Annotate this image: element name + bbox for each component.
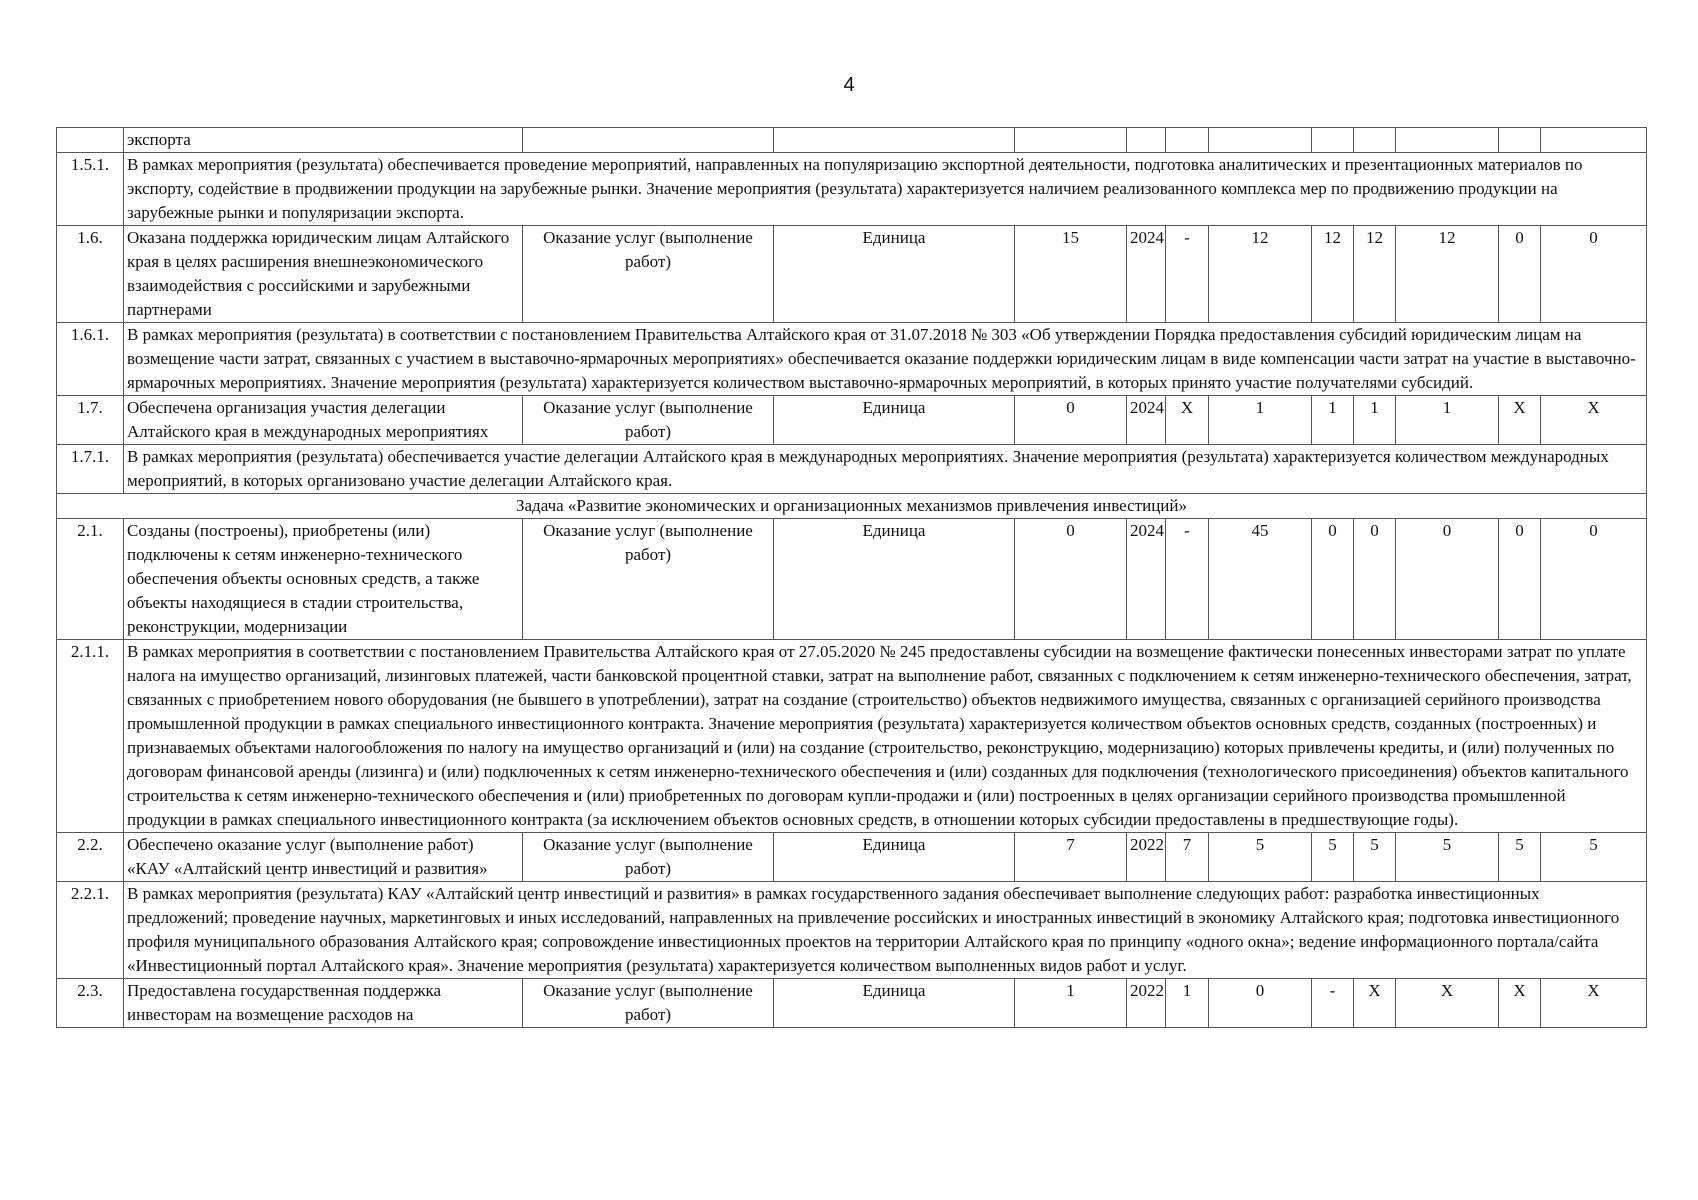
table-row-item <box>57 128 1647 153</box>
value-cell: 1 <box>1354 396 1396 445</box>
row-number: 1.6. <box>57 226 124 323</box>
table-body <box>57 128 1647 1028</box>
table-row-item <box>57 979 1647 1028</box>
value-cell <box>1209 128 1312 153</box>
value-cell: 1 <box>1396 396 1499 445</box>
unit-of-measure <box>774 128 1015 153</box>
value-cell: - <box>1166 519 1209 640</box>
unit-of-measure: Единица <box>774 519 1015 640</box>
value-cell <box>1541 128 1647 153</box>
page-number: 4 <box>843 74 855 96</box>
row-number: 1.6.1. <box>57 323 124 396</box>
value-cell: 1 <box>1209 396 1312 445</box>
value-cell: - <box>1166 226 1209 323</box>
row-number: 2.3. <box>57 979 124 1028</box>
unit-of-measure: Единица <box>774 833 1015 882</box>
value-cell: 5 <box>1209 833 1312 882</box>
value-cell <box>1312 128 1354 153</box>
value-cell <box>1499 128 1541 153</box>
value-cell: 2022 <box>1127 979 1166 1028</box>
table-row-item <box>57 396 1647 445</box>
value-cell: 0 <box>1209 979 1312 1028</box>
measures-table <box>56 127 1647 1028</box>
row-number: 2.1.1. <box>57 640 124 833</box>
unit-of-measure: Единица <box>774 226 1015 323</box>
table-row-item <box>57 226 1647 323</box>
result-name: Обеспечена организация участия делегации Алтайского края в международных мероприятиях <box>124 396 523 445</box>
value-cell: - <box>1312 979 1354 1028</box>
result-type: Оказание услуг (выполнение работ) <box>523 396 774 445</box>
description-text: В рамках мероприятия в соответствии с постановлением Правительства Алтайского края от 27.05.2020 № 245 предоставлены субсидии на возмещение фактически понесенных инвесторами затрат по уплате налога на имущество организаций, лизинговых платежей, части банковской процентной ставки, затрат на выполнение работ, связанных с подключением к сетям инженерно-технического обеспечения, затрат, связанных с приобретением нового оборудования (не бывшего в употреблении), затрат на создание (строительство) объектов недвижимого имущества, связанных с организацией серийного производства промышленной продукции в рамках специального инвестиционного контракта. Значение мероприятия (результата) характеризуется количеством объектов основных средств, созданных (построенных) и признаваемых объектами налогообложения по налогу на имущество организаций и (или) на создание (строительство, реконструкцию, модернизацию) которых привлечены кредиты, и (или) полученных по договорам финансовой аренды (лизинга) и (или) подключенных к сетям инженерно-технического обеспечения и (или) созданных для подключения (технологического присоединения) объектов капитального строительства к сетям инженерно-технического обеспечения и (или) приобретенных по договорам купли-продажи и (или) построенных в целях организации серийного производства промышленной продукции в рамках специального инвестиционного контракта (за исключением объектов основных средств, в отношении которых субсидии предоставлены в предшествующие годы). <box>124 640 1647 833</box>
value-cell: 5 <box>1541 833 1647 882</box>
value-cell: 5 <box>1499 833 1541 882</box>
value-cell: 2024 <box>1127 519 1166 640</box>
value-cell: X <box>1541 396 1647 445</box>
result-type: Оказание услуг (выполнение работ) <box>523 979 774 1028</box>
description-text: В рамках мероприятия (результата) обеспечивается проведение мероприятий, направленных на популяризацию экспортной деятельности, подготовка аналитических и презентационных материалов по экспорту, содействие в продвижении продукции на зарубежные рынки. Значение мероприятия (результата) характеризуется наличием реализованного комплекса мер по продвижению продукции на зарубежные рынки и популяризации экспорта. <box>124 153 1647 226</box>
value-cell: X <box>1396 979 1499 1028</box>
value-cell: 7 <box>1166 833 1209 882</box>
value-cell: X <box>1499 979 1541 1028</box>
unit-of-measure: Единица <box>774 396 1015 445</box>
value-cell: 15 <box>1015 226 1127 323</box>
value-cell: X <box>1499 396 1541 445</box>
value-cell: 1 <box>1312 396 1354 445</box>
value-cell: 12 <box>1396 226 1499 323</box>
result-name: экспорта <box>124 128 523 153</box>
table-row-task <box>57 494 1647 519</box>
value-cell: 5 <box>1396 833 1499 882</box>
value-cell: 12 <box>1209 226 1312 323</box>
value-cell <box>1166 128 1209 153</box>
table-row-item <box>57 519 1647 640</box>
result-type: Оказание услуг (выполнение работ) <box>523 519 774 640</box>
result-type <box>523 128 774 153</box>
value-cell: 7 <box>1015 833 1127 882</box>
row-number: 1.5.1. <box>57 153 124 226</box>
value-cell: 0 <box>1499 519 1541 640</box>
value-cell: 12 <box>1354 226 1396 323</box>
value-cell: 5 <box>1354 833 1396 882</box>
value-cell: X <box>1354 979 1396 1028</box>
value-cell <box>1015 128 1127 153</box>
value-cell: 0 <box>1396 519 1499 640</box>
table-row-description <box>57 323 1647 396</box>
value-cell: 0 <box>1015 396 1127 445</box>
value-cell: 0 <box>1354 519 1396 640</box>
unit-of-measure: Единица <box>774 979 1015 1028</box>
row-number: 2.1. <box>57 519 124 640</box>
row-number <box>57 128 124 153</box>
table-row-description <box>57 153 1647 226</box>
result-type: Оказание услуг (выполнение работ) <box>523 226 774 323</box>
table-row-description <box>57 445 1647 494</box>
value-cell: 1 <box>1166 979 1209 1028</box>
value-cell: X <box>1541 979 1647 1028</box>
result-name: Оказана поддержка юридическим лицам Алтайского края в целях расширения внешнеэкономического взаимодействия с российскими и зарубежными партнерами <box>124 226 523 323</box>
value-cell: 0 <box>1541 519 1647 640</box>
value-cell <box>1127 128 1166 153</box>
value-cell: 2024 <box>1127 226 1166 323</box>
value-cell: 0 <box>1541 226 1647 323</box>
description-text: В рамках мероприятия (результата) КАУ «Алтайский центр инвестиций и развития» в рамках государственного задания обеспечивает выполнение следующих работ: разработка инвестиционных предложений; проведение научных, маркетинговых и иных исследований, направленных на привлечение российских и иностранных инвестиций в экономику Алтайского края; подготовка инвестиционного профиля муниципального образования Алтайского края; сопровождение инвестиционных проектов на территории Алтайского края по принципу «одного окна»; ведение информационного портала/сайта «Инвестиционный портал Алтайского края». Значение мероприятия (результата) характеризуется количеством выполненных видов работ и услуг. <box>124 882 1647 979</box>
result-name: Предоставлена государственная поддержка инвесторам на возмещение расходов на <box>124 979 523 1028</box>
table-row-description <box>57 640 1647 833</box>
table-row-item <box>57 833 1647 882</box>
table-row-description <box>57 882 1647 979</box>
value-cell: 2024 <box>1127 396 1166 445</box>
row-number: 1.7. <box>57 396 124 445</box>
value-cell: 12 <box>1312 226 1354 323</box>
row-number: 1.7.1. <box>57 445 124 494</box>
description-text: В рамках мероприятия (результата) в соответствии с постановлением Правительства Алтайского края от 31.07.2018 № 303 «Об утверждении Порядка предоставления субсидий юридическим лицам на возмещение части затрат, связанных с участием в выставочно-ярмарочных мероприятиях» обеспечивается оказание поддержки юридическим лицам в виде компенсации части затрат на участие в выставочно-ярмарочных мероприятиях. Значение мероприятия (результата) характеризуется количеством выставочно-ярмарочных мероприятий, в которых принято участие получателями субсидий. <box>124 323 1647 396</box>
value-cell <box>1396 128 1499 153</box>
value-cell: X <box>1166 396 1209 445</box>
value-cell: 45 <box>1209 519 1312 640</box>
value-cell: 5 <box>1312 833 1354 882</box>
result-type: Оказание услуг (выполнение работ) <box>523 833 774 882</box>
value-cell <box>1354 128 1396 153</box>
value-cell: 0 <box>1015 519 1127 640</box>
result-name: Обеспечено оказание услуг (выполнение работ) «КАУ «Алтайский центр инвестиций и развития» <box>124 833 523 882</box>
result-name: Созданы (построены), приобретены (или) подключены к сетям инженерно-технического обеспечения объекты основных средств, а также объекты находящиеся в стадии строительства, реконструкции, модернизации <box>124 519 523 640</box>
row-number: 2.2. <box>57 833 124 882</box>
value-cell: 2022 <box>1127 833 1166 882</box>
value-cell: 1 <box>1015 979 1127 1028</box>
row-number: 2.2.1. <box>57 882 124 979</box>
task-heading: Задача «Развитие экономических и организационных механизмов привлечения инвестиций» <box>57 494 1647 519</box>
value-cell: 0 <box>1499 226 1541 323</box>
value-cell: 0 <box>1312 519 1354 640</box>
description-text: В рамках мероприятия (результата) обеспечивается участие делегации Алтайского края в международных мероприятиях. Значение мероприятия (результата) характеризуется количеством международных мероприятий, в которых организовано участие делегации Алтайского края. <box>124 445 1647 494</box>
